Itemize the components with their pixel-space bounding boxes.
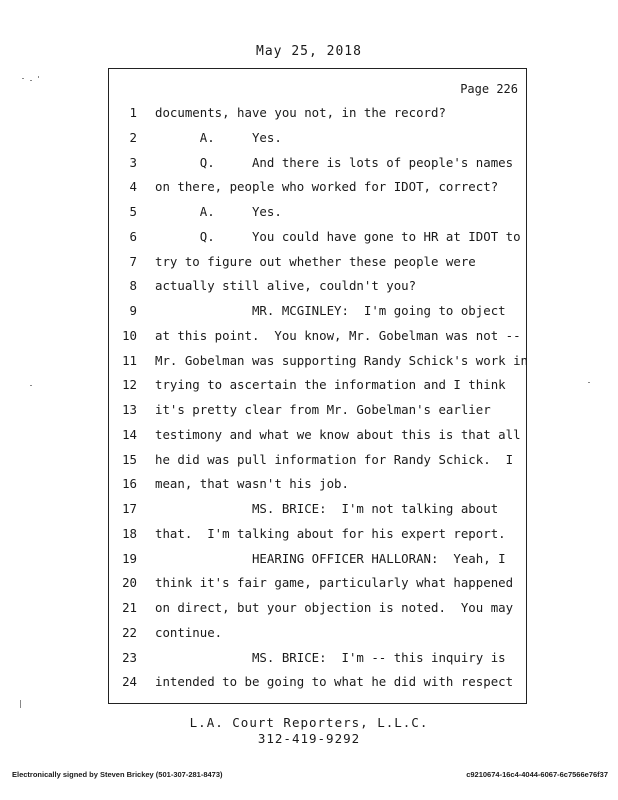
transcript-line bbox=[109, 575, 528, 600]
transcript-line bbox=[109, 353, 528, 378]
line-number: 14 bbox=[122, 426, 137, 442]
line-number: 21 bbox=[122, 600, 137, 615]
line-text: testimony and what we know about this is that all bbox=[155, 426, 521, 442]
line-number: 3 bbox=[129, 154, 137, 170]
line-text: on direct, but your objection is noted. You may bbox=[155, 600, 514, 615]
transcript-line bbox=[109, 254, 528, 279]
electronic-signature: Electronically signed by Steven Brickey (501-307-281-8473) bbox=[12, 770, 223, 779]
line-text: it's pretty clear from Mr. Gobelman's earlier bbox=[155, 402, 491, 417]
scan-speck bbox=[30, 80, 32, 81]
line-number: 8 bbox=[129, 278, 137, 294]
line-text: Mr. Gobelman was supporting Randy Schick's work in bbox=[155, 352, 528, 368]
line-number: 2 bbox=[129, 129, 137, 145]
line-text: he did was pull information for Randy Schick. I bbox=[155, 451, 514, 467]
line-text: continue. bbox=[155, 624, 223, 640]
line-number: 23 bbox=[122, 649, 137, 665]
transcript-line bbox=[109, 105, 528, 130]
line-number: 10 bbox=[122, 327, 137, 343]
line-number: 12 bbox=[122, 377, 137, 393]
line-text: MS. BRICE: I'm not talking about bbox=[155, 501, 499, 516]
line-number: 16 bbox=[122, 476, 137, 492]
line-text: A. Yes. bbox=[155, 204, 282, 219]
line-number: 20 bbox=[122, 575, 137, 591]
transcript-line bbox=[109, 427, 528, 452]
line-number: 24 bbox=[122, 674, 137, 690]
transcript-line bbox=[109, 551, 528, 576]
line-text: actually still alive, couldn't you? bbox=[155, 278, 417, 294]
scan-speck bbox=[30, 385, 32, 386]
transcript-line bbox=[109, 476, 528, 501]
line-text: at this point. You know, Mr. Gobelman was not -- bbox=[155, 327, 521, 343]
line-text: intended to be going to what he did with respect bbox=[155, 674, 514, 690]
transcript-line bbox=[109, 650, 528, 675]
line-number: 17 bbox=[122, 501, 137, 516]
transcript-line bbox=[109, 501, 528, 526]
transcript-line bbox=[109, 377, 528, 402]
line-text: Q. You could have gone to HR at IDOT to bbox=[155, 228, 521, 244]
document-id: c9210674-16c4-4044-6067-6c7566e76f37 bbox=[466, 770, 608, 779]
line-number: 13 bbox=[122, 402, 137, 417]
transcript-line bbox=[109, 600, 528, 625]
transcript-line bbox=[109, 328, 528, 353]
line-text: documents, have you not, in the record? bbox=[155, 105, 446, 120]
line-text: Q. And there is lots of people's names bbox=[155, 154, 514, 170]
transcript-line bbox=[109, 179, 528, 204]
line-text: think it's fair game, particularly what happened bbox=[155, 575, 514, 591]
transcript-line bbox=[109, 155, 528, 180]
line-number: 22 bbox=[122, 624, 137, 640]
scan-speck bbox=[38, 76, 39, 78]
line-text: MS. BRICE: I'm -- this inquiry is bbox=[155, 649, 506, 665]
scan-speck bbox=[20, 700, 21, 708]
court-reporter-name: L.A. Court Reporters, L.L.C. bbox=[189, 715, 429, 730]
transcript-line bbox=[109, 402, 528, 427]
line-text: A. Yes. bbox=[155, 129, 282, 145]
line-text: on there, people who worked for IDOT, correct? bbox=[155, 179, 499, 195]
transcript-line bbox=[109, 278, 528, 303]
line-text: HEARING OFFICER HALLORAN: Yeah, I bbox=[155, 550, 506, 566]
transcript-date: May 25, 2018 bbox=[256, 44, 362, 59]
page-number: Page 226 bbox=[460, 82, 518, 96]
scan-speck bbox=[588, 382, 590, 383]
line-number: 6 bbox=[129, 228, 137, 244]
line-text: MR. MCGINLEY: I'm going to object bbox=[155, 303, 506, 318]
line-number: 18 bbox=[122, 525, 137, 541]
transcript-line bbox=[109, 303, 528, 328]
line-number: 11 bbox=[122, 352, 137, 368]
transcript-line bbox=[109, 526, 528, 551]
line-number: 4 bbox=[129, 179, 137, 195]
transcript-line bbox=[109, 625, 528, 650]
line-number: 1 bbox=[129, 105, 137, 120]
line-text: try to figure out whether these people were bbox=[155, 253, 476, 269]
transcript-line bbox=[109, 452, 528, 477]
court-reporter-phone: 312-419-9292 bbox=[257, 731, 361, 746]
transcript-line bbox=[109, 229, 528, 254]
transcript-page-frame bbox=[108, 68, 527, 704]
line-number: 9 bbox=[129, 303, 137, 318]
line-number: 7 bbox=[129, 253, 137, 269]
line-text: that. I'm talking about for his expert report. bbox=[155, 525, 506, 541]
line-text: trying to ascertain the information and I think bbox=[155, 377, 506, 393]
transcript-line bbox=[109, 674, 528, 699]
line-text: mean, that wasn't his job. bbox=[155, 476, 349, 492]
line-number: 15 bbox=[122, 451, 137, 467]
scan-speck bbox=[22, 78, 24, 79]
line-number: 19 bbox=[122, 550, 137, 566]
transcript-line bbox=[109, 204, 528, 229]
transcript-line bbox=[109, 130, 528, 155]
line-number: 5 bbox=[129, 204, 137, 219]
